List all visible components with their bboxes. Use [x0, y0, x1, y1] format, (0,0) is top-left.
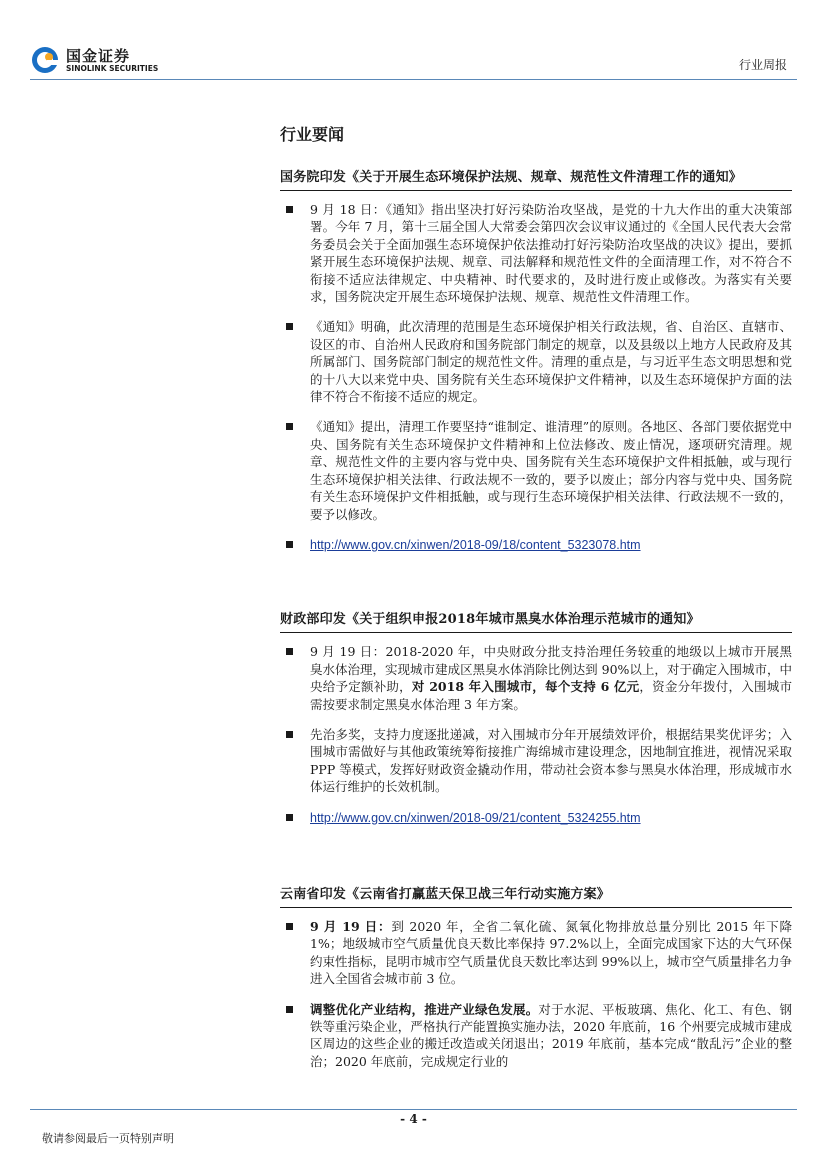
- news-item: [280, 886, 792, 1070]
- bullet-text: 9 月 19 日：2018-2020 年，中央财政分批支持治理任务较重的地级以上城市开展黑臭水体治理，实现城市建成区黑臭水体消除比例达到 90%以上，对于确定入围城市，中央给予定额补助，: [310, 644, 792, 695]
- bullet-text: 对于水泥、平板玻璃、焦化、化工、有色、钢铁等重污染企业，严格执行产能置换实施办法，2020 年底前，16 个州要完成城市建成区周边的这些企业的搬迁改造或关闭退出；2019 年底前，基本完成“散乱污”企业的整治；2020 年底前，完成规定行业的: [310, 1001, 792, 1069]
- header-divider: [30, 79, 797, 80]
- main-content: [280, 122, 792, 1083]
- bullet-text: 《通知》提出，清理工作要坚持“谁制定、谁清理”的原则。各地区、各部门要依据党中央、国务院有关生态环境保护文件精神和上位法修改、废止情况，逐项研究清理。规章、规范性文件的主要内容与党中央、国务院有关生态环境保护文件相抵触，或与现行生态环境保护相关法律、行政法规不一致的，要予以废止；部分内容与党中央、国务院有关生态环境保护文件相抵触，或与现行生态环境保护相关法律、行政法规不一致的，要予以修改。: [310, 419, 792, 522]
- source-link[interactable]: http://www.gov.cn/xinwen/2018-09/21/content_5324255.htm: [310, 810, 641, 825]
- company-logo: [30, 42, 160, 78]
- news-title: 国务院印发《关于开展生态环境保护法规、规章、规范性文件清理工作的通知》: [280, 169, 792, 191]
- bullet-text: 《通知》明确，此次清理的范围是生态环境保护相关行政法规，省、自治区、直辖市、设区的市、自治州人民政府和国务院部门制定的规章，以及县级以上地方人民政府及其所属部门、国务院部门制定的规范性文件。清理的重点是，与习近平生态文明思想和党的十八大以来党中央、国务院有关生态环境保护文件精神，以及生态环境保护方面的法律不符合不衔接不适应的规定。: [310, 319, 792, 405]
- news-bullet: [280, 418, 792, 522]
- news-link-bullet: [280, 809, 792, 827]
- news-link-bullet: [280, 536, 792, 554]
- source-link[interactable]: http://www.gov.cn/xinwen/2018-09/18/content_5323078.htm: [310, 537, 641, 552]
- logo-english-name: SINOLINK SECURITIES: [66, 64, 159, 73]
- news-item: [280, 169, 792, 554]
- bullet-bold-text: 对 2018 年入围城市，每个支持 6 亿元: [411, 679, 640, 695]
- report-type-label: 行业周报: [738, 58, 787, 72]
- bullet-text: ，资金分年拨付，入围城市需按要求制定黑臭水体治理 3 年方案。: [310, 679, 792, 712]
- bullet-text: 到 2020 年，全省二氧化硫、氮氧化物排放总量分别比 2015 年下降 1%；地级城市空气质量优良天数比率保持 97.2%以上，全面完成国家下达的大气环保约束性指标，昆明市城市空气质量优良天数比率达到 99%以上，城市空气质量排名力争进入全国省会城市前 3 位。: [310, 918, 792, 987]
- sinolink-logo-icon: [30, 45, 60, 75]
- news-bullet: [280, 318, 792, 405]
- spacer: [280, 840, 792, 886]
- page-header: [0, 0, 827, 80]
- bullet-bold-lead: 调整优化产业结构，推进产业绿色发展。: [310, 1001, 539, 1017]
- spacer: [280, 567, 792, 611]
- news-title: 财政部印发《关于组织申报2018年城市黑臭水体治理示范城市的通知》: [280, 611, 792, 633]
- disclaimer-note: 敬请参阅最后一页特别声明: [42, 1132, 174, 1145]
- news-bullet: [280, 726, 792, 796]
- logo-chinese-name: 国金证券: [66, 47, 131, 65]
- news-bullet: [280, 918, 792, 988]
- news-item: [280, 611, 792, 827]
- bullet-text: 先治多奖，支持力度逐批递减，对入围城市分年开展绩效评价，根据结果奖优评劣；入围城市需做好与其他政策统筹衔接推广海绵城市建设理念，因地制宜推进，视情况采取 PPP 等模式，发挥好财政资金撬动作用，带动社会资本参与黑臭水体治理，形成城市水体运行维护的长效机制。: [310, 726, 792, 795]
- bullet-bold-lead: 9 月 19 日：: [310, 918, 392, 934]
- news-bullet: [280, 1001, 792, 1071]
- news-bullet: [280, 201, 792, 305]
- section-title: 行业要闻: [280, 125, 345, 144]
- page-number: - 4 -: [400, 1112, 427, 1126]
- news-title: 云南省印发《云南省打赢蓝天保卫战三年行动实施方案》: [280, 886, 792, 908]
- news-bullet: [280, 643, 792, 713]
- footer-divider: [30, 1109, 797, 1110]
- bullet-text: 9 月 18 日：《通知》指出坚决打好污染防治攻坚战，是党的十九大作出的重大决策部署。今年 7 月，第十三届全国人大常委会第四次会议审议通过的《全国人民代表大会常务委员会关于全面加强生态环境保护依法推动打好污染防治攻坚战的决议》提出，要抓紧开展生态环境保护法规、规章、司法解释和规范性文件的全面清理工作，对不符合不衔接不适应法律规定、中央精神、时代要求的，及时进行废止或修改。为落实有关要求，国务院决定开展生态环境保护法规、规章、规范性文件清理工作。: [310, 202, 792, 305]
